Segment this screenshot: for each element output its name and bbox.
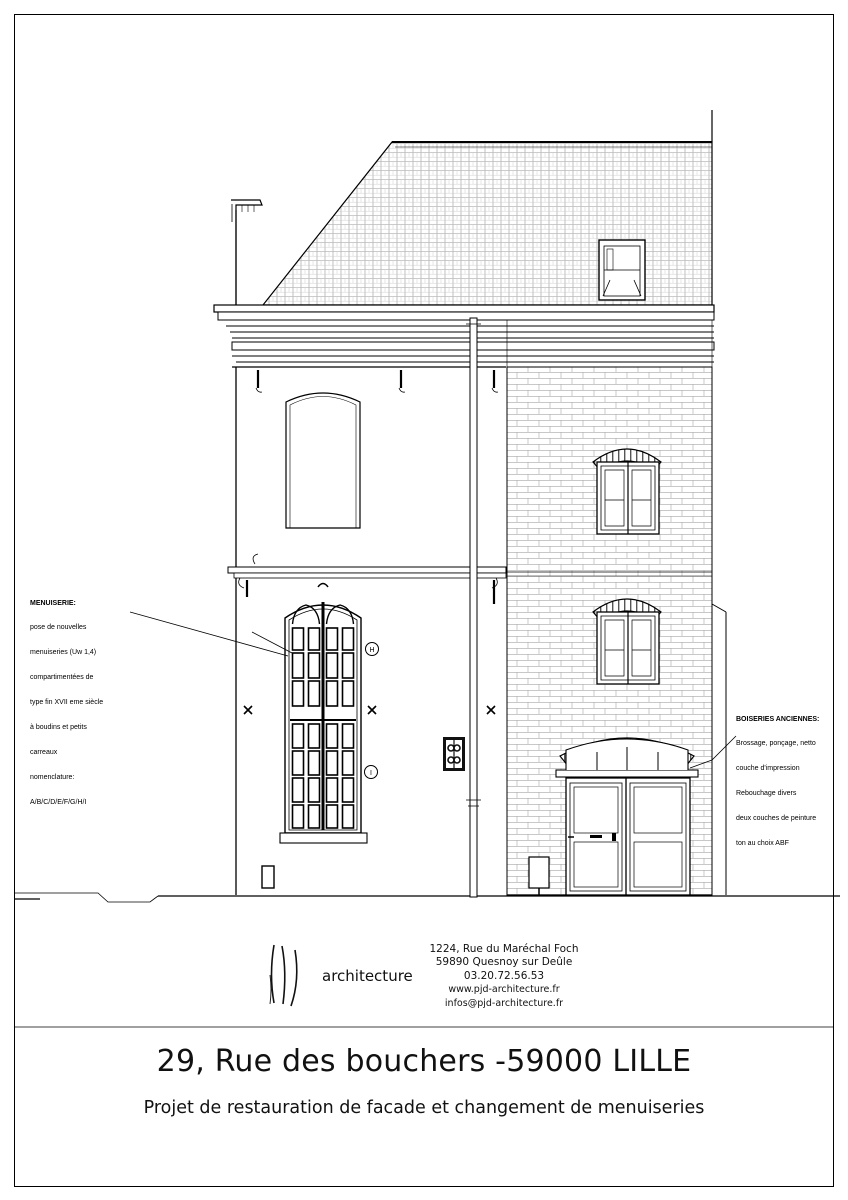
address-city: 59890 Quesnoy sur Deûle (435, 956, 573, 969)
address-phone: 03.20.72.56.53 (463, 969, 545, 982)
project-description: Projet de restauration de facade et changement de menuiseries (143, 1098, 705, 1118)
firm-address (404, 943, 604, 1010)
tag-i-label: I (370, 770, 372, 777)
menuiserie-line: type fin XVII eme siècle (30, 699, 104, 707)
boiseries-note (736, 699, 833, 857)
window-pane (327, 628, 338, 650)
window-pane (293, 724, 304, 748)
window-pane (343, 751, 354, 775)
cross-markers (244, 706, 495, 714)
address-street: 1224, Rue du Maréchal Foch (429, 943, 579, 955)
window-pane (309, 628, 320, 650)
window-pane (343, 778, 354, 802)
window-tag-i (365, 766, 378, 779)
window-pane (343, 681, 354, 706)
downpipe (466, 318, 481, 897)
menuiserie-line: compartimentées de (30, 674, 94, 682)
window-pane (343, 805, 354, 828)
address-email: infos@pjd-architecture.fr (444, 997, 564, 1009)
window-pane (293, 751, 304, 775)
menuiserie-line: A/B/C/D/E/F/G/H/I (30, 798, 87, 806)
window-pane (309, 805, 320, 828)
window-pane (293, 653, 304, 678)
brick-window-upper (593, 449, 661, 534)
window-pane (309, 681, 320, 706)
window-pane (327, 778, 338, 802)
window-pane (343, 653, 354, 678)
entrance-door (556, 738, 698, 895)
brick-window-middle (593, 599, 661, 684)
meter-box (262, 866, 274, 888)
boiseries-heading: BOISERIES ANCIENNES: (736, 715, 820, 723)
tag-h-label: H (369, 647, 375, 654)
project-address-title: 29, Rue des bouchers -59000 LILLE (156, 1044, 692, 1079)
window-pane (327, 751, 338, 775)
window-pane (309, 751, 320, 775)
boiseries-line: Brossage, ponçage, netto (736, 740, 816, 748)
cornice (214, 305, 714, 367)
boiseries-line: deux couches de peinture (736, 815, 817, 823)
brand-name: architecture (322, 967, 413, 985)
ornamental-grille (443, 737, 465, 771)
window-pane (293, 628, 304, 650)
window-pane (293, 681, 304, 706)
boiseries-line: ton au choix ABF (736, 840, 789, 848)
window-pane (293, 778, 304, 802)
roof-window (599, 240, 645, 300)
chimney (231, 200, 262, 305)
menuiserie-line: à boudins et petits (30, 724, 87, 732)
menuiserie-line: nomenclature: (30, 773, 75, 781)
window-pane (309, 778, 320, 802)
rendered-bay (14, 367, 840, 902)
window-pane (327, 724, 338, 748)
window-pane (309, 724, 320, 748)
pjd-logo-icon (270, 945, 297, 1006)
menuiserie-note (30, 583, 103, 815)
window-pane (293, 805, 304, 828)
boiseries-line: couche d'impression (736, 765, 800, 773)
window-pane (327, 653, 338, 678)
window-pane (309, 653, 320, 678)
window-tag-h (366, 643, 379, 656)
window-pane (343, 724, 354, 748)
menuiserie-line: menuiseries (Uw 1,4) (30, 649, 97, 657)
boiseries-line: Rebouchage divers (736, 790, 797, 798)
menuiserie-line: pose de nouvelles (30, 624, 87, 632)
address-website: www.pjd-architecture.fr (448, 984, 560, 996)
window-pane (327, 805, 338, 828)
menuiserie-line: carreaux (30, 748, 58, 756)
menuiserie-heading: MENUISERIE: (30, 599, 76, 607)
window-pane (343, 628, 354, 650)
window-pane (327, 681, 338, 706)
